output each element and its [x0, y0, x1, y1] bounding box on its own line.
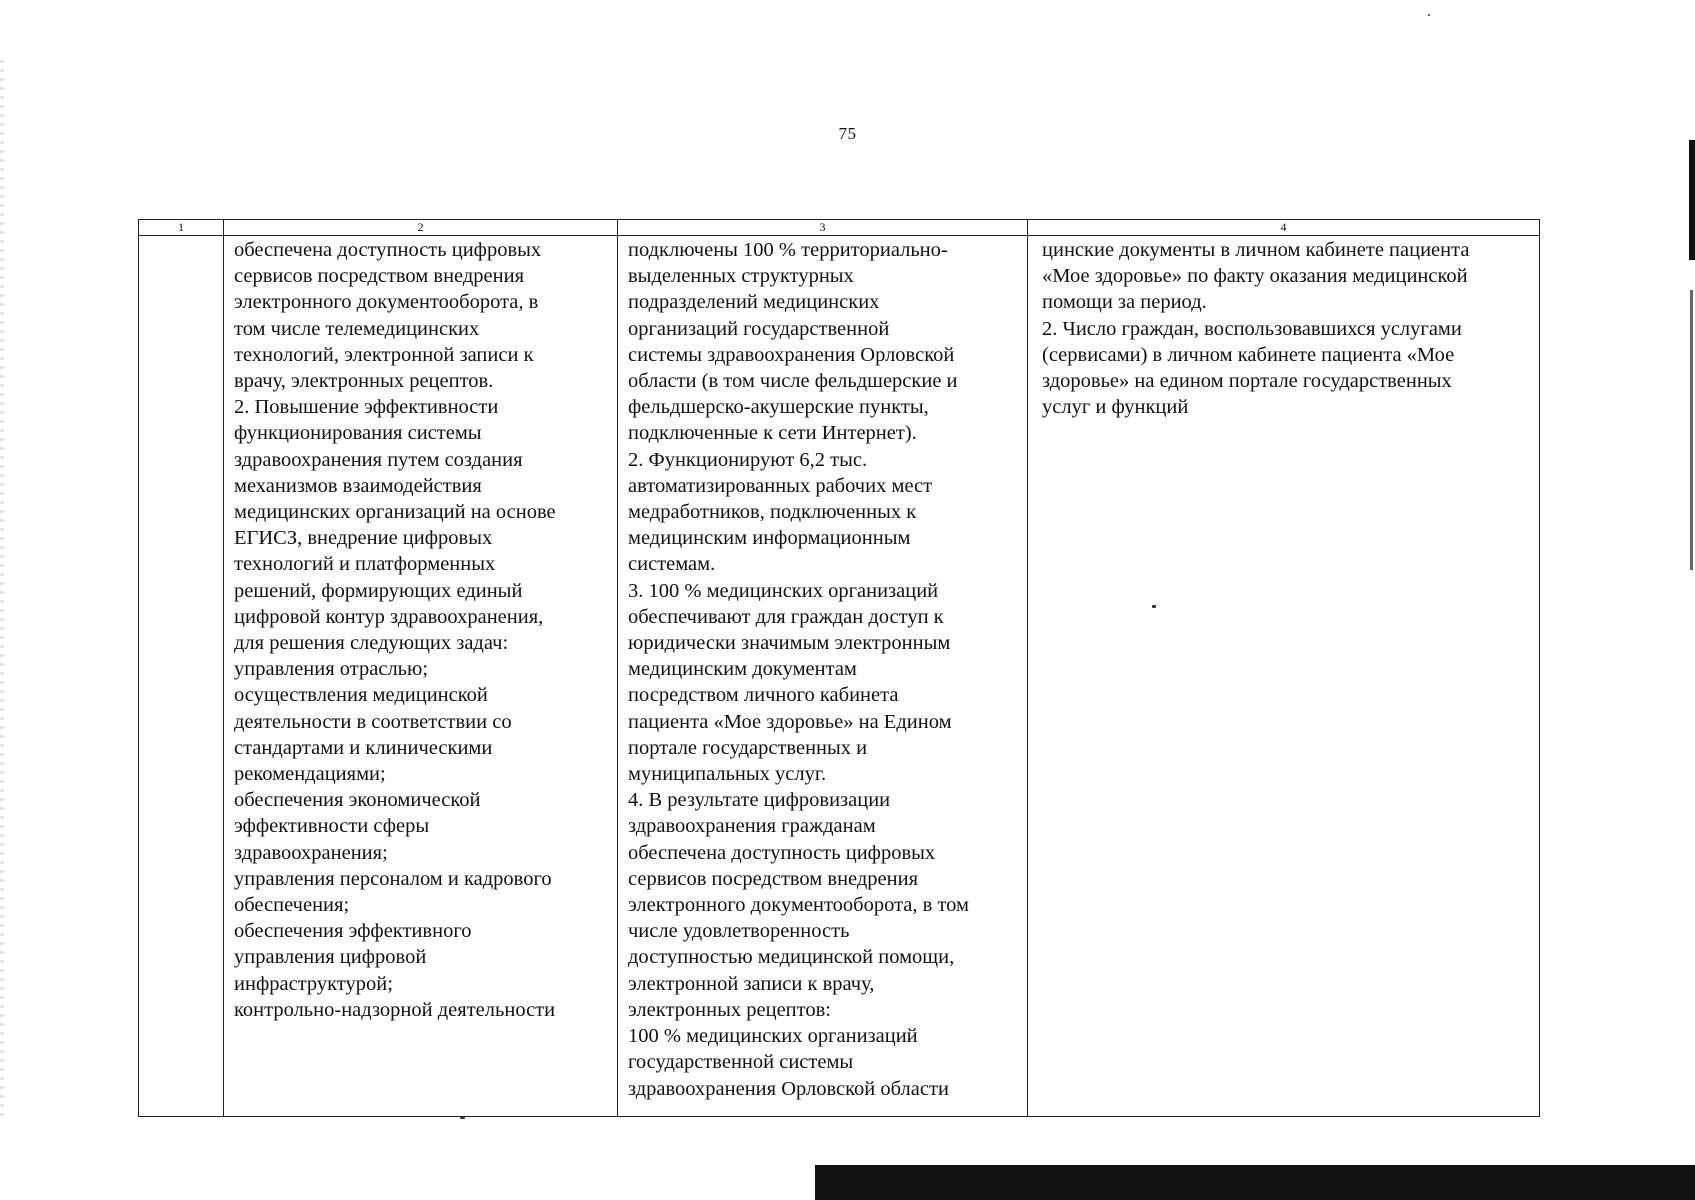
- scan-right-edge-line: [1690, 290, 1693, 570]
- scan-left-edge: [0, 60, 4, 1120]
- table-header-row: [139, 220, 1540, 236]
- table-cell-col-1: [139, 236, 224, 1117]
- scan-speck: [460, 1117, 465, 1119]
- cell-text-col-2: обеспечена доступность цифровых сервисов посредством внедрения электронного документооборота, в том числе телемедицинских технологий, электронной записи к врачу, электронных рецептов. 2. Повышение эффективности функционирования системы здравоохранения путем создания механизмов взаимодействия медицинских организаций на основе ЕГИСЗ, внедрение цифровых технологий и платформенных решений, формирующих единый цифровой контур здравоохранения, для решения следующих задач: управления отраслью; осуществления медицинской деятельности в соответствии со стандартами и клиническими рекомендациями; обеспечения экономической эффективности сферы здравоохранения; управления персоналом и кадрового обеспечения; обеспечения эффективного управления цифровой инфраструктурой; контрольно-надзорной деятельности: [234, 239, 556, 1021]
- page-number: 75: [838, 124, 857, 143]
- column-header-3: 3: [618, 220, 1028, 236]
- document-table: [138, 219, 1540, 1117]
- column-header-2: 2: [224, 220, 618, 236]
- column-header-4: 4: [1028, 220, 1540, 236]
- scan-bottom-bar: [815, 1165, 1695, 1200]
- table-cell-col-2: [224, 236, 618, 1117]
- scan-speck: [1428, 14, 1430, 16]
- scan-right-edge-mark: [1689, 140, 1695, 260]
- table-cell-col-3: [618, 236, 1028, 1117]
- table-cell-col-4: [1028, 236, 1540, 1117]
- cell-text-col-4: цинские документы в личном кабинете пациента «Мое здоровье» по факту оказания медицинской помощи за период. 2. Число граждан, воспользовавшихся услугами (сервисами) в личном кабинете пациента «Мое здоровье» на едином портале государственных услуг и функций: [1042, 239, 1470, 419]
- cell-text-col-3: подключены 100 % территориально- выделенных структурных подразделений медицинских организаций государственной системы здравоохранения Орловской области (в том числе фельдшерские и фельдшерско-акушерские пункты, подключенные к сети Интернет). 2. Функционируют 6,2 тыс. автоматизированных рабочих мест медработников, подключенных к медицинским информационным системам. 3. 100 % медицинских организаций обеспечивают для граждан доступ к юридически значимым электронным медицинским документам посредством личного кабинета пациента «Мое здоровье» на Едином портале государственных и муниципальных услуг. 4. В результате цифровизации здравоохранения гражданам обеспечена доступность цифровых сервисов посредством внедрения электронного документооборота, в том числе удовлетворенность доступностью медицинской помощи, электронной записи к врачу, электронных рецептов: 100 % медицинских организаций государственной системы здравоохранения Орловской области: [628, 239, 969, 1100]
- cell-text-col-1: [139, 236, 223, 237]
- scan-speck: [1152, 605, 1156, 608]
- column-header-1: 1: [139, 220, 224, 236]
- table-row: [139, 236, 1540, 1117]
